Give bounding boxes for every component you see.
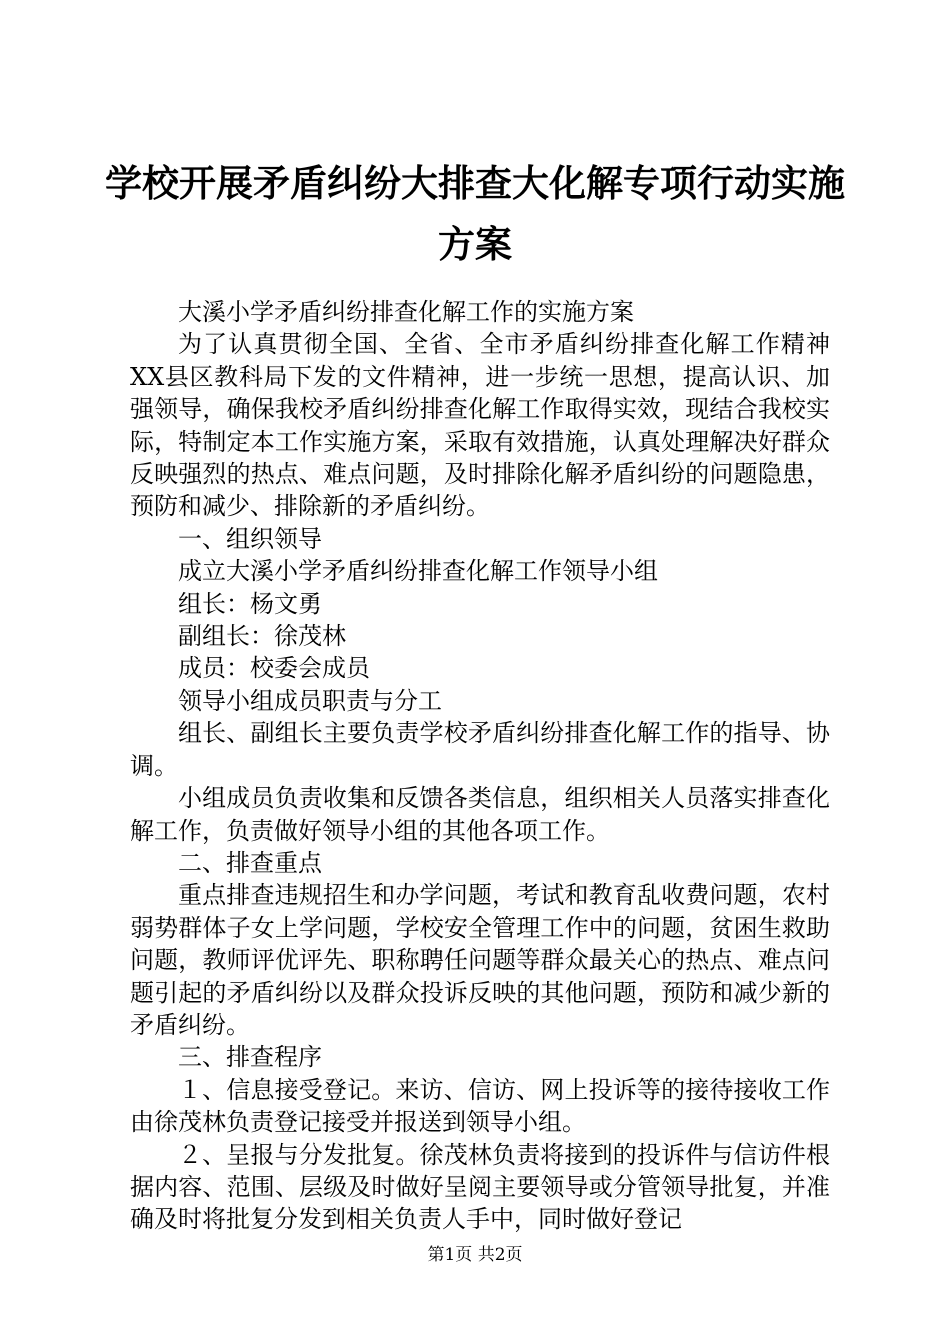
paragraph: １、信息接受登记。来访、信访、网上投诉等的接待接收工作由徐茂林负责登记接受并报送到领导小组。 — [130, 1075, 830, 1137]
page-footer: 第1页 共2页 — [427, 1245, 523, 1265]
paragraph: 副组长：徐茂林 — [178, 622, 346, 651]
paragraph: 组长、副组长主要负责学校矛盾纠纷排查化解工作的指导、协调。 — [130, 719, 830, 780]
paragraph-subtitle: 大溪小学矛盾纠纷排查化解工作的实施方案 — [178, 298, 634, 326]
section-heading-organization: 一、组织领导 — [178, 524, 322, 553]
paragraph: 成员：校委会成员 — [178, 654, 370, 683]
document-body — [130, 296, 830, 1236]
document-title-line-1: 学校开展矛盾纠纷大排查大化解专项行动实施 — [105, 161, 845, 205]
paragraph: 领导小组成员职责与分工 — [178, 686, 442, 715]
paragraph: 重点排查违规招生和办学问题，考试和教育乱收费问题，农村弱势群体子女上学问题，学校安全管理工作中的问题，贫困生救助问题，教师评优评先、职称聘任问题等群众最关心的热点、难点问题引起的矛盾纠纷以及群众投诉反映的其他问题，预防和减少新的矛盾纠纷。 — [130, 881, 830, 1039]
paragraph: 成立大溪小学矛盾纠纷排查化解工作领导小组 — [178, 557, 658, 586]
paragraph: ２、呈报与分发批复。徐茂林负责将接到的投诉件与信访件根据内容、范围、层级及时做好呈阅主要领导或分管领导批复，并准确及时将批复分发到相关负责人手中，同时做好登记 — [130, 1140, 830, 1234]
section-heading-procedure: 三、排查程序 — [178, 1043, 322, 1072]
paragraph-intro: 为了认真贯彻全国、全省、全市矛盾纠纷排查化解工作精神XX县区教科局下发的文件精神，进一步统一思想，提高认识、加强领导，确保我校矛盾纠纷排查化解工作取得实效，现结合我校实际，特制定本工作实施方案，采取有效措施，认真处理解决好群众反映强烈的热点、难点问题，及时排除化解矛盾纠纷的问题隐患，预防和减少、排除新的矛盾纠纷。 — [130, 330, 830, 521]
section-heading-focus: 二、排查重点 — [178, 848, 322, 877]
paragraph: 组长：杨文勇 — [178, 589, 322, 618]
paragraph: 小组成员负责收集和反馈各类信息，组织相关人员落实排查化解工作，负责做好领导小组的其他各项工作。 — [130, 784, 830, 845]
document-title-line-2: 方案 — [438, 222, 512, 266]
